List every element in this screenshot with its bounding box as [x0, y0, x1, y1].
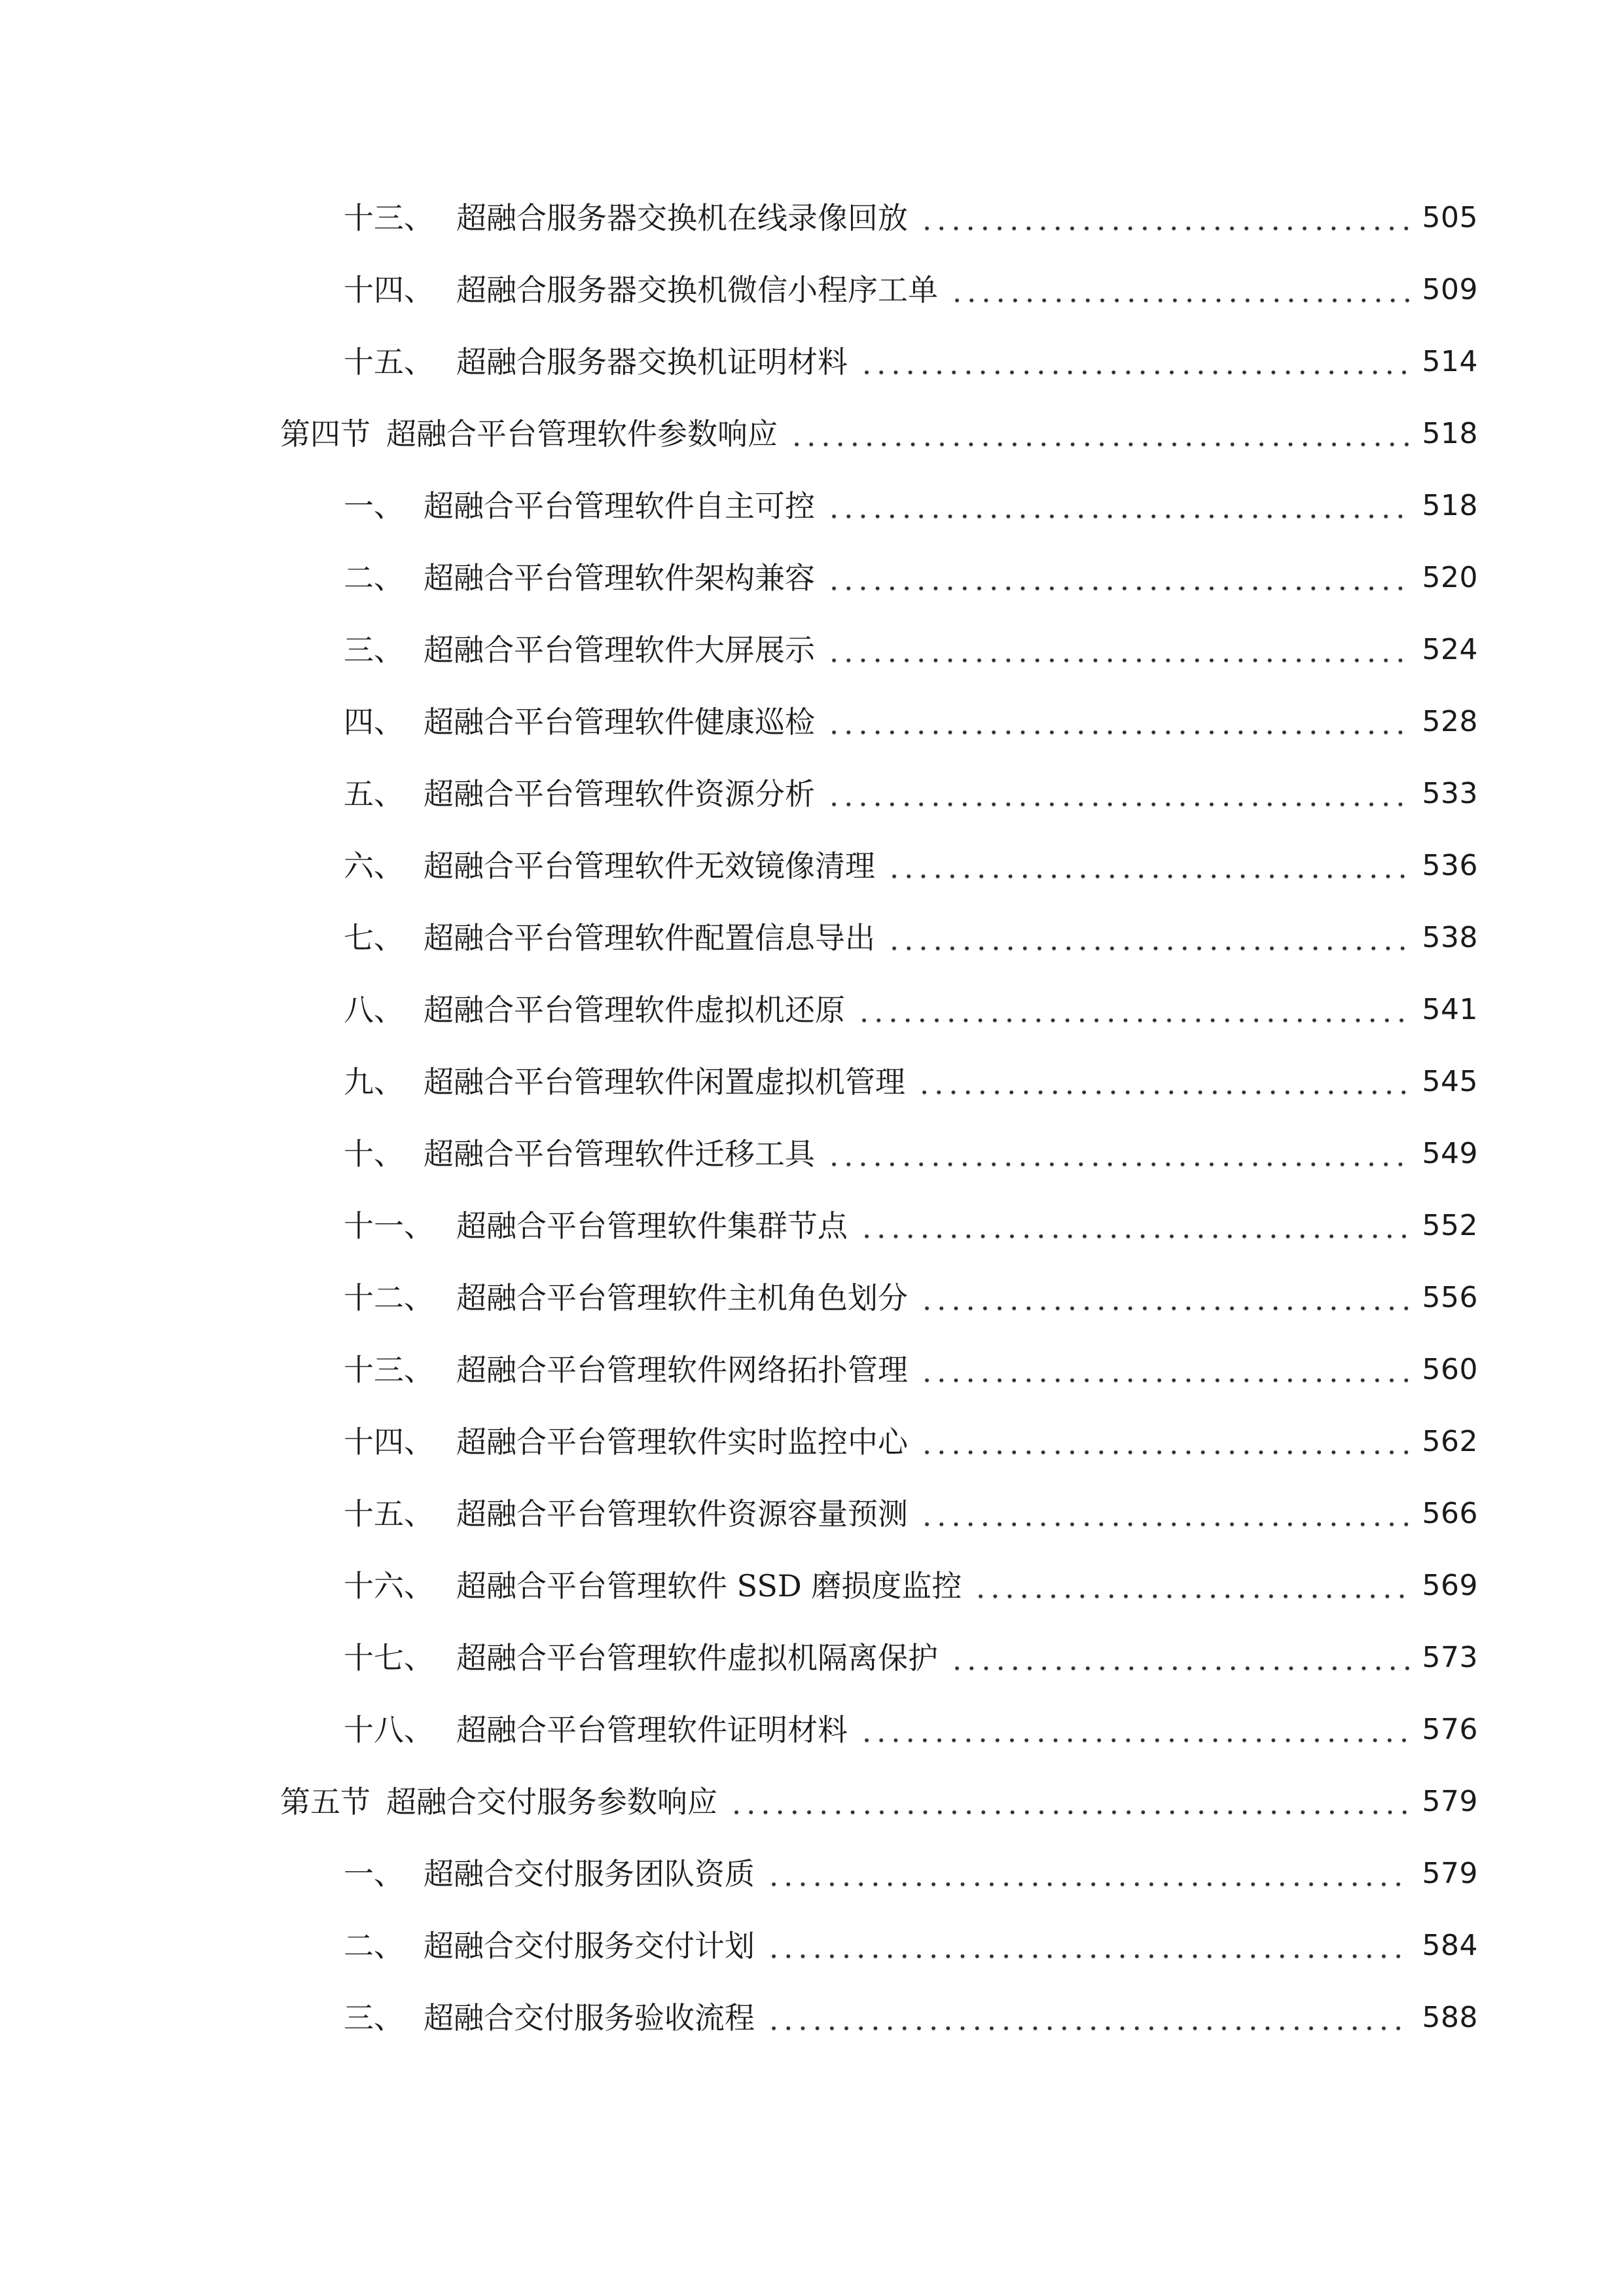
- toc-entry-number: 二、: [344, 560, 404, 596]
- toc-subsection-entry[interactable]: [280, 470, 1478, 542]
- toc-entry-number: 十四、: [344, 272, 434, 308]
- toc-subsection-entry[interactable]: [280, 1334, 1478, 1406]
- toc-subsection-entry[interactable]: [280, 1982, 1478, 2054]
- toc-subsection-entry[interactable]: [280, 1622, 1478, 1694]
- toc-dot-leader: [729, 1787, 1411, 1817]
- toc-dot-leader: [859, 347, 1411, 377]
- toc-entry-page-number: 576: [1422, 1713, 1478, 1746]
- toc-entry-page-number: 518: [1422, 489, 1478, 522]
- toc-dot-leader: [887, 923, 1411, 953]
- toc-entry-page-number: 556: [1422, 1281, 1478, 1314]
- toc-entry-number: 十二、: [344, 1280, 434, 1316]
- toc-subsection-entry[interactable]: [280, 1694, 1478, 1766]
- toc-entry-number: 十三、: [344, 200, 434, 236]
- toc-dot-leader: [920, 1283, 1411, 1313]
- toc-entry-page-number: 566: [1422, 1497, 1478, 1530]
- toc-entry-page-number: 528: [1422, 705, 1478, 738]
- toc-entry-number: 第四节: [280, 416, 370, 452]
- toc-entry-title: 超融合平台管理软件参数响应: [386, 416, 778, 452]
- toc-entry-title: 超融合平台管理软件无效镜像清理: [424, 848, 875, 884]
- toc-entry-page-number: 533: [1422, 777, 1478, 810]
- toc-dot-leader: [950, 1643, 1411, 1673]
- toc-entry-title: 超融合平台管理软件自主可控: [424, 488, 815, 524]
- toc-entry-number: 八、: [344, 992, 404, 1028]
- toc-entry-number: 九、: [344, 1064, 404, 1100]
- toc-entry-title: 超融合平台管理软件集群节点: [456, 1208, 848, 1244]
- toc-dot-leader: [857, 995, 1411, 1025]
- toc-entry-number: 三、: [344, 632, 404, 668]
- toc-entry-number: 四、: [344, 704, 404, 740]
- toc-entry-number: 三、: [344, 2000, 404, 2036]
- toc-entry-number: 六、: [344, 848, 404, 884]
- toc-dot-leader: [920, 1355, 1411, 1385]
- table-of-contents: [280, 182, 1478, 2054]
- toc-entry-page-number: 552: [1422, 1209, 1478, 1242]
- toc-entry-title: 超融合平台管理软件配置信息导出: [424, 920, 875, 956]
- toc-section-entry[interactable]: [280, 1766, 1478, 1838]
- toc-subsection-entry[interactable]: [280, 1118, 1478, 1190]
- toc-entry-title: 超融合平台管理软件网络拓扑管理: [456, 1352, 908, 1388]
- toc-entry-number: 十一、: [344, 1208, 434, 1244]
- toc-entry-number: 十、: [344, 1136, 404, 1172]
- toc-dot-leader: [767, 2003, 1411, 2033]
- toc-entry-page-number: 579: [1422, 1857, 1478, 1890]
- toc-subsection-entry[interactable]: [280, 326, 1478, 398]
- toc-entry-number: 一、: [344, 1856, 404, 1892]
- toc-entry-page-number: 560: [1422, 1353, 1478, 1386]
- toc-dot-leader: [950, 275, 1411, 305]
- toc-dot-leader: [767, 1859, 1411, 1889]
- toc-subsection-entry[interactable]: [280, 758, 1478, 830]
- toc-entry-page-number: 549: [1422, 1137, 1478, 1170]
- toc-entry-page-number: 505: [1422, 201, 1478, 234]
- toc-entry-number: 十三、: [344, 1352, 434, 1388]
- toc-dot-leader: [920, 203, 1411, 233]
- toc-entry-title: 超融合平台管理软件架构兼容: [424, 560, 815, 596]
- toc-dot-leader: [827, 1139, 1411, 1169]
- toc-entry-title: 超融合服务器交换机证明材料: [456, 344, 848, 380]
- toc-subsection-entry[interactable]: [280, 686, 1478, 758]
- toc-entry-title: 超融合平台管理软件实时监控中心: [456, 1424, 908, 1460]
- toc-entry-page-number: 579: [1422, 1785, 1478, 1818]
- toc-entry-page-number: 562: [1422, 1425, 1478, 1458]
- toc-entry-number: 第五节: [280, 1784, 370, 1820]
- toc-entry-page-number: 520: [1422, 561, 1478, 594]
- toc-dot-leader: [827, 779, 1411, 809]
- toc-dot-leader: [917, 1067, 1411, 1097]
- toc-entry-number: 十五、: [344, 1496, 434, 1532]
- toc-entry-title: 超融合交付服务验收流程: [424, 2000, 755, 2036]
- toc-subsection-entry[interactable]: [280, 1478, 1478, 1550]
- toc-entry-title: 超融合平台管理软件证明材料: [456, 1712, 848, 1748]
- toc-entry-title: 超融合平台管理软件资源容量预测: [456, 1496, 908, 1532]
- toc-entry-page-number: 524: [1422, 633, 1478, 666]
- toc-entry-title: 超融合交付服务团队资质: [424, 1856, 755, 1892]
- toc-entry-number: 十五、: [344, 344, 434, 380]
- toc-entry-title: 超融合交付服务参数响应: [386, 1784, 717, 1820]
- toc-subsection-entry[interactable]: [280, 1046, 1478, 1118]
- toc-dot-leader: [859, 1715, 1411, 1745]
- toc-entry-page-number: 588: [1422, 2001, 1478, 2034]
- toc-subsection-entry[interactable]: [280, 1262, 1478, 1334]
- toc-entry-number: 十六、: [344, 1568, 434, 1604]
- toc-dot-leader: [767, 1931, 1411, 1961]
- toc-subsection-entry[interactable]: [280, 1550, 1478, 1622]
- toc-dot-leader: [827, 635, 1411, 665]
- toc-entry-title: 超融合平台管理软件闲置虚拟机管理: [424, 1064, 905, 1100]
- toc-dot-leader: [920, 1427, 1411, 1457]
- toc-entry-title: 超融合平台管理软件大屏展示: [424, 632, 815, 668]
- toc-entry-title: 超融合平台管理软件虚拟机隔离保护: [456, 1640, 938, 1676]
- toc-entry-page-number: 541: [1422, 993, 1478, 1026]
- toc-subsection-entry[interactable]: [280, 1406, 1478, 1478]
- toc-entry-page-number: 545: [1422, 1065, 1478, 1098]
- toc-entry-title: 超融合平台管理软件迁移工具: [424, 1136, 815, 1172]
- toc-dot-leader: [827, 491, 1411, 521]
- toc-entry-page-number: 584: [1422, 1929, 1478, 1962]
- toc-entry-number: 七、: [344, 920, 404, 956]
- toc-section-entry[interactable]: [280, 398, 1478, 470]
- toc-entry-number: 一、: [344, 488, 404, 524]
- toc-entry-title: 超融合平台管理软件虚拟机还原: [424, 992, 845, 1028]
- toc-entry-title: 超融合平台管理软件主机角色划分: [456, 1280, 908, 1316]
- toc-subsection-entry[interactable]: [280, 1838, 1478, 1910]
- toc-entry-number: 十七、: [344, 1640, 434, 1676]
- toc-entry-number: 十八、: [344, 1712, 434, 1748]
- toc-subsection-entry[interactable]: [280, 614, 1478, 686]
- toc-dot-leader: [973, 1571, 1410, 1601]
- toc-entry-number: 十四、: [344, 1424, 434, 1460]
- toc-entry-title: 超融合平台管理软件资源分析: [424, 776, 815, 812]
- toc-subsection-entry[interactable]: [280, 830, 1478, 902]
- toc-entry-title: 超融合平台管理软件 SSD 磨损度监控: [456, 1568, 962, 1604]
- toc-entry-title: 超融合平台管理软件健康巡检: [424, 704, 815, 740]
- toc-entry-page-number: 569: [1422, 1569, 1478, 1602]
- toc-dot-leader: [920, 1499, 1411, 1529]
- toc-entry-page-number: 514: [1422, 345, 1478, 378]
- toc-subsection-entry[interactable]: [280, 182, 1478, 254]
- toc-entry-page-number: 573: [1422, 1641, 1478, 1674]
- toc-entry-page-number: 509: [1422, 273, 1478, 306]
- toc-subsection-entry[interactable]: [280, 1190, 1478, 1262]
- toc-entry-number: 五、: [344, 776, 404, 812]
- toc-dot-leader: [789, 419, 1411, 449]
- toc-entry-page-number: 536: [1422, 849, 1478, 882]
- toc-entry-title: 超融合交付服务交付计划: [424, 1928, 755, 1964]
- toc-dot-leader: [859, 1211, 1411, 1241]
- toc-subsection-entry[interactable]: [280, 254, 1478, 326]
- toc-subsection-entry[interactable]: [280, 1910, 1478, 1982]
- toc-dot-leader: [827, 563, 1411, 593]
- toc-entry-title: 超融合服务器交换机在线录像回放: [456, 200, 908, 236]
- toc-subsection-entry[interactable]: [280, 542, 1478, 614]
- toc-entry-number: 二、: [344, 1928, 404, 1964]
- toc-subsection-entry[interactable]: [280, 902, 1478, 974]
- toc-entry-title: 超融合服务器交换机微信小程序工单: [456, 272, 938, 308]
- toc-subsection-entry[interactable]: [280, 974, 1478, 1046]
- toc-entry-page-number: 538: [1422, 921, 1478, 954]
- toc-entry-page-number: 518: [1422, 417, 1478, 450]
- toc-dot-leader: [887, 851, 1411, 881]
- toc-dot-leader: [827, 707, 1411, 737]
